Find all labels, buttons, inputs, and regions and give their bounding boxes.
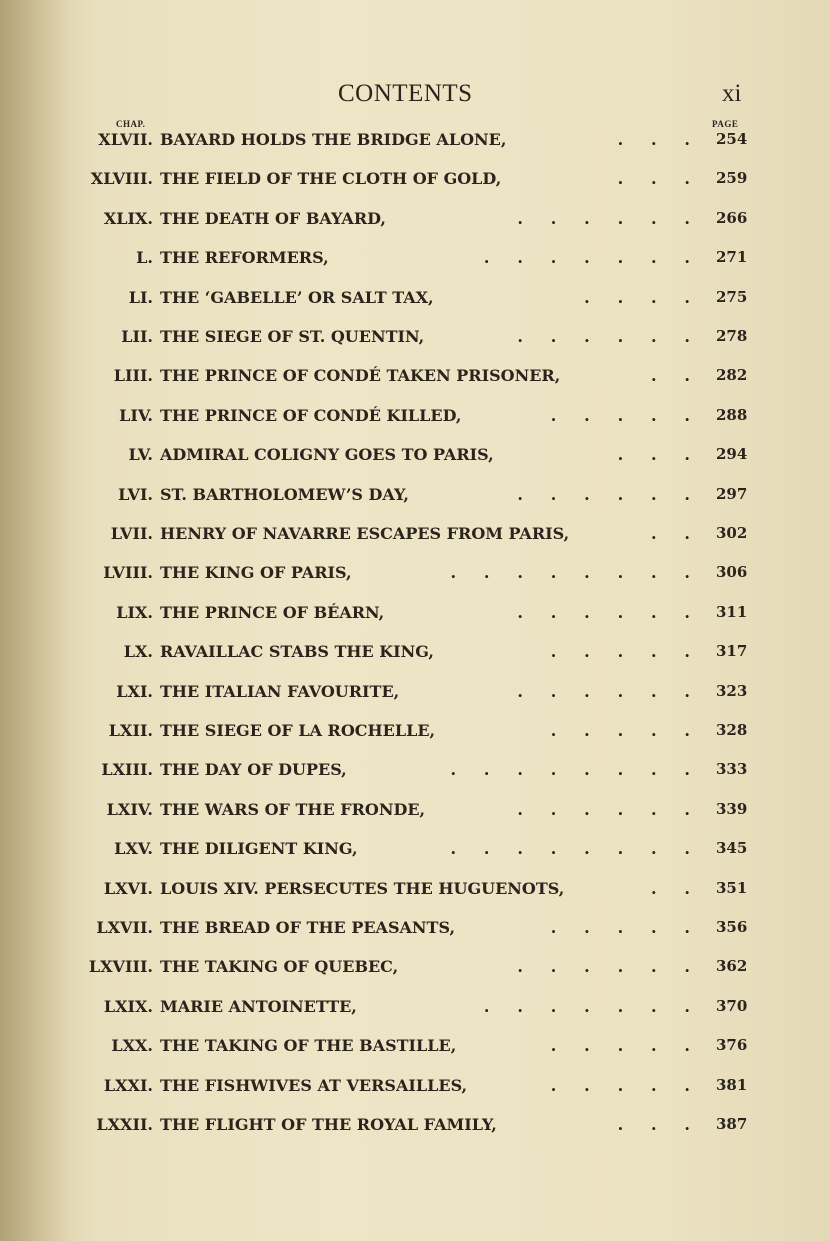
chapter-title: LOUIS XIV. PERSECUTES THE HUGUENOTS, xyxy=(160,879,565,898)
chapter-title: THE KING OF PARIS, xyxy=(160,563,352,582)
dot-leader: . . . . . . xyxy=(517,682,690,701)
chapter-number: LXIII. xyxy=(101,760,153,779)
dot-leader: . . . . . xyxy=(550,721,690,740)
page-ref: 317 xyxy=(716,642,748,660)
page-ref: 306 xyxy=(716,563,748,581)
dot-leader: . . . xyxy=(617,130,690,149)
chapter-title: THE FISHWIVES AT VERSAILLES, xyxy=(160,1076,468,1095)
chapter-title: THE FLIGHT OF THE ROYAL FAMILY, xyxy=(160,1115,497,1134)
page-column-label: PAGE xyxy=(712,119,739,129)
toc-entry xyxy=(0,366,830,394)
page-ref: 351 xyxy=(716,879,748,897)
chapter-title: THE ITALIAN FAVOURITE, xyxy=(160,682,400,701)
chapter-title: THE FIELD OF THE CLOTH OF GOLD, xyxy=(160,169,502,188)
toc-entry xyxy=(0,879,830,907)
dot-leader: . . . . . . . xyxy=(483,997,690,1016)
toc-entry xyxy=(0,327,830,355)
toc-entry xyxy=(0,563,830,591)
page-ref: 381 xyxy=(716,1076,748,1094)
toc-entry xyxy=(0,918,830,946)
chapter-title: THE ‘GABELLE’ OR SALT TAX, xyxy=(160,288,434,307)
chapter-title: RAVAILLAC STABS THE KING, xyxy=(160,642,434,661)
toc-entry xyxy=(0,721,830,749)
chapter-title: THE WARS OF THE FRONDE, xyxy=(160,800,426,819)
chapter-title: THE DILIGENT KING, xyxy=(160,839,358,858)
chapter-number: LXV. xyxy=(114,839,153,858)
chapter-number: XLIX. xyxy=(103,209,153,228)
page-ref: 387 xyxy=(716,1115,748,1133)
chapter-title: THE REFORMERS, xyxy=(160,248,329,267)
chapter-title: MARIE ANTOINETTE, xyxy=(160,997,357,1016)
chapter-number: LII. xyxy=(121,327,153,346)
chapter-title: BAYARD HOLDS THE BRIDGE ALONE, xyxy=(160,130,507,149)
chapter-number: XLVIII. xyxy=(90,169,153,188)
chapter-title: ST. BARTHOLOMEW’S DAY, xyxy=(160,485,409,504)
page-ref: 323 xyxy=(716,682,748,700)
chapter-number: LIX. xyxy=(116,603,153,622)
chapter-number: LVI. xyxy=(118,485,153,504)
dot-leader: . . . . . xyxy=(550,918,690,937)
page-ref: 254 xyxy=(716,130,748,148)
page-ref: 356 xyxy=(716,918,748,936)
chapter-number: L. xyxy=(136,248,153,267)
toc-entry xyxy=(0,642,830,670)
chapter-number: LVIII. xyxy=(103,563,153,582)
dot-leader: . . . . . . xyxy=(517,209,690,228)
page-ref: 278 xyxy=(716,327,748,345)
page-ref: 339 xyxy=(716,800,748,818)
chapter-title: THE PRINCE OF BÉARN, xyxy=(160,603,385,622)
chapter-number: LV. xyxy=(128,445,153,464)
page-ref: 294 xyxy=(716,445,748,463)
toc-entry xyxy=(0,1036,830,1064)
toc-entry xyxy=(0,1076,830,1104)
chapter-number: LXII. xyxy=(108,721,153,740)
page-ref: 275 xyxy=(716,288,748,306)
page-number: xi xyxy=(722,80,742,107)
chapter-number: LXVIII. xyxy=(88,957,153,976)
dot-leader: . . . xyxy=(617,445,690,464)
dot-leader: . . xyxy=(651,524,690,543)
toc-entry xyxy=(0,997,830,1025)
chapter-number: LXIV. xyxy=(106,800,153,819)
page-ref: 376 xyxy=(716,1036,748,1054)
page-ref: 311 xyxy=(716,603,748,621)
page-title: CONTENTS xyxy=(338,80,473,107)
dot-leader: . . . . xyxy=(584,288,690,307)
chapter-title: THE PRINCE OF CONDÉ KILLED, xyxy=(160,406,462,425)
chapter-number: LXIX. xyxy=(103,997,153,1016)
toc-entry xyxy=(0,760,830,788)
chapter-number: LXXI. xyxy=(103,1076,153,1095)
chapter-number: LXI. xyxy=(116,682,153,701)
chapter-number: LIII. xyxy=(113,366,153,385)
page-ref: 259 xyxy=(716,169,748,187)
chapter-title: THE PRINCE OF CONDÉ TAKEN PRISONER, xyxy=(160,366,561,385)
chapter-title: THE DAY OF DUPES, xyxy=(160,760,347,779)
chapter-number: LXXII. xyxy=(96,1115,153,1134)
toc-entry xyxy=(0,1115,830,1143)
toc-entry xyxy=(0,406,830,434)
toc-entry xyxy=(0,524,830,552)
chapter-number: LVII. xyxy=(110,524,153,543)
page-ref: 282 xyxy=(716,366,748,384)
dot-leader: . . xyxy=(651,879,690,898)
page-ref: 302 xyxy=(716,524,748,542)
page-ref: 370 xyxy=(716,997,748,1015)
dot-leader: . . . . . . . xyxy=(483,248,690,267)
chapter-number: LXX. xyxy=(111,1036,153,1055)
dot-leader: . . . . . . . . xyxy=(450,760,690,779)
dot-leader: . . . . . . xyxy=(517,327,690,346)
toc-entry xyxy=(0,248,830,276)
chapter-title: HENRY OF NAVARRE ESCAPES FROM PARIS, xyxy=(160,524,570,543)
chapter-title: THE TAKING OF THE BASTILLE, xyxy=(160,1036,457,1055)
dot-leader: . . . . . xyxy=(550,406,690,425)
dot-leader: . . . . . . xyxy=(517,485,690,504)
chapter-title: THE SIEGE OF LA ROCHELLE, xyxy=(160,721,436,740)
chapter-title: THE TAKING OF QUEBEC, xyxy=(160,957,399,976)
page-ref: 266 xyxy=(716,209,748,227)
dot-leader: . . . . . xyxy=(550,642,690,661)
page-ref: 333 xyxy=(716,760,748,778)
page-ref: 271 xyxy=(716,248,748,266)
page-ref: 362 xyxy=(716,957,748,975)
chapter-number: LIV. xyxy=(119,406,153,425)
chapter-number: XLVII. xyxy=(98,130,153,149)
running-head xyxy=(0,80,830,116)
toc-entry xyxy=(0,445,830,473)
page-ref: 297 xyxy=(716,485,748,503)
dot-leader: . . . xyxy=(617,1115,690,1134)
dot-leader: . . . . . xyxy=(550,1036,690,1055)
toc-entry xyxy=(0,957,830,985)
chapter-title: THE SIEGE OF ST. QUENTIN, xyxy=(160,327,425,346)
toc-entry xyxy=(0,682,830,710)
dot-leader: . . . . . . . . xyxy=(450,839,690,858)
page-ref: 345 xyxy=(716,839,748,857)
chapter-column-label: CHAP. xyxy=(116,119,146,129)
dot-leader: . . . . . xyxy=(550,1076,690,1095)
chapter-number: LXVI. xyxy=(103,879,153,898)
chapter-title: THE DEATH OF BAYARD, xyxy=(160,209,386,228)
dot-leader: . . . . . . xyxy=(517,957,690,976)
chapter-number: LI. xyxy=(128,288,153,307)
dot-leader: . . . xyxy=(617,169,690,188)
chapter-number: LXVII. xyxy=(96,918,153,937)
dot-leader: . . . . . . . . xyxy=(450,563,690,582)
toc-entry xyxy=(0,800,830,828)
chapter-title: THE BREAD OF THE PEASANTS, xyxy=(160,918,456,937)
page-ref: 328 xyxy=(716,721,748,739)
toc-entry xyxy=(0,603,830,631)
dot-leader: . . . . . . xyxy=(517,800,690,819)
dot-leader: . . xyxy=(651,366,690,385)
dot-leader: . . . . . . xyxy=(517,603,690,622)
chapter-title: ADMIRAL COLIGNY GOES TO PARIS, xyxy=(160,445,494,464)
toc-entry xyxy=(0,130,830,158)
page-ref: 288 xyxy=(716,406,748,424)
toc-entry xyxy=(0,209,830,237)
toc-entry xyxy=(0,288,830,316)
toc-entry xyxy=(0,485,830,513)
chapter-number: LX. xyxy=(123,642,153,661)
toc-entry xyxy=(0,839,830,867)
toc-entry xyxy=(0,169,830,197)
